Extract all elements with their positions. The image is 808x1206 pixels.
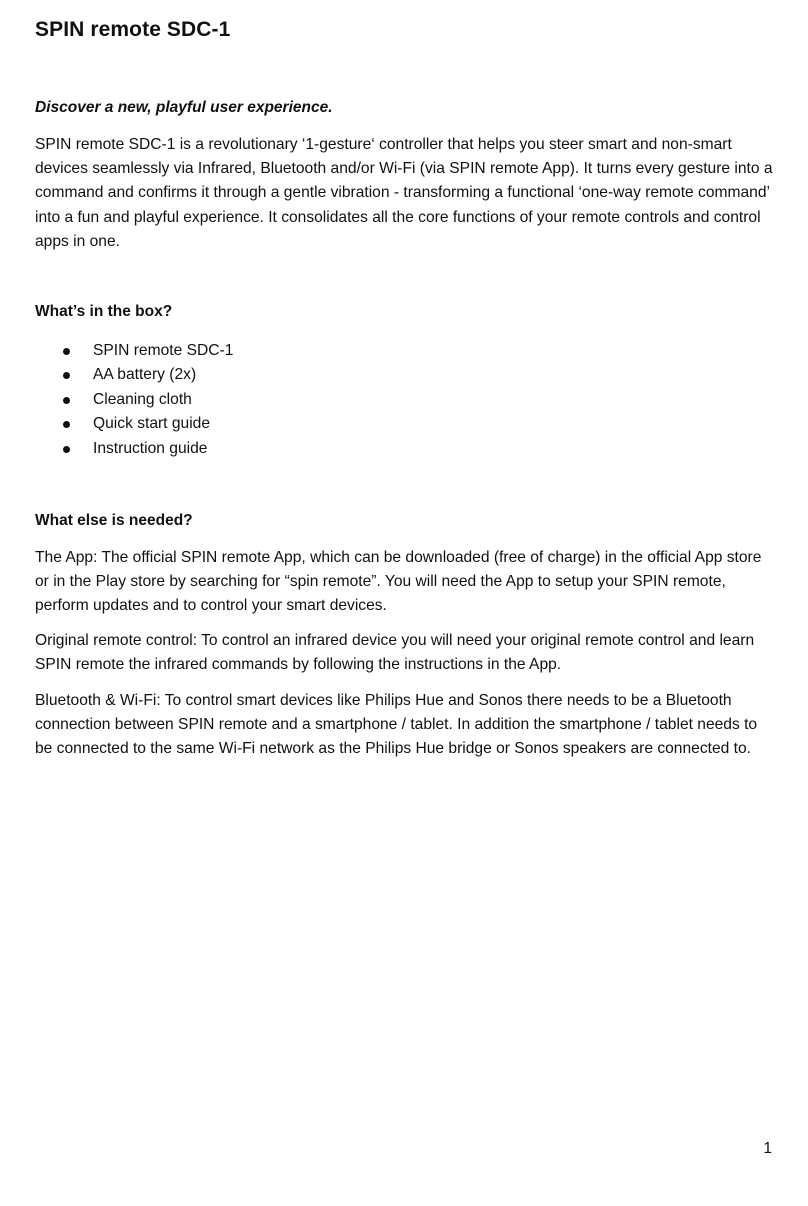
list-item-label: Cleaning cloth (93, 390, 192, 408)
page-title: SPIN remote SDC-1 (35, 18, 231, 41)
box-contents-list (35, 339, 233, 461)
list-item-label: AA battery (2x) (93, 366, 197, 384)
list-item (35, 437, 233, 461)
list-item-label: Quick start guide (93, 415, 211, 433)
bullet-icon (63, 446, 70, 453)
list-item-label: Instruction guide (93, 439, 208, 457)
list-item-label: SPIN remote SDC-1 (93, 342, 234, 359)
app-requirement-paragraph: The App: The official SPIN remote App, which can be downloaded (free of charge) in the official App store or in the Play store by searching for “spin remote”. You will need the App to setup your SPIN remote, perform updates and to control your smart devices. (35, 549, 762, 615)
list-item (35, 412, 233, 436)
list-item (35, 363, 233, 387)
list-item (35, 388, 233, 412)
bullet-icon (63, 372, 70, 379)
list-item (35, 339, 233, 363)
requirements-heading: What else is needed? (35, 512, 193, 529)
page-number: 1 (763, 1140, 772, 1157)
bullet-icon (63, 421, 70, 428)
intro-paragraph: SPIN remote SDC-1 is a revolutionary ‘1-gesture‘ controller that helps you steer smart and non-smart devices seamlessly via Infrared, Bluetooth and/or Wi-Fi (via SPIN remote App). It turns every gesture into a command and confirms it through a gentle vibration - transforming a functional ‘one-way remote command’ into a fun and playful experience. It consolidates all the core functions of your remote controls and control apps in one. (35, 136, 773, 250)
bullet-icon (63, 397, 70, 404)
connectivity-requirement-paragraph: Bluetooth & Wi-Fi: To control smart devices like Philips Hue and Sonos there needs to be a Bluetooth connection between SPIN remote and a smartphone / tablet. In addition the smartphone / tablet needs to be connected to the same Wi-Fi network as the Philips Hue bridge or Sonos speakers are connected to. (35, 692, 758, 758)
remote-requirement-paragraph: Original remote control: To control an infrared device you will need your original remote control and learn SPIN remote the infrared commands by following the instructions in the App. (35, 632, 755, 674)
bullet-icon (63, 348, 70, 355)
subtitle: Discover a new, playful user experience. (35, 99, 333, 116)
box-contents-heading: What’s in the box? (35, 303, 173, 320)
